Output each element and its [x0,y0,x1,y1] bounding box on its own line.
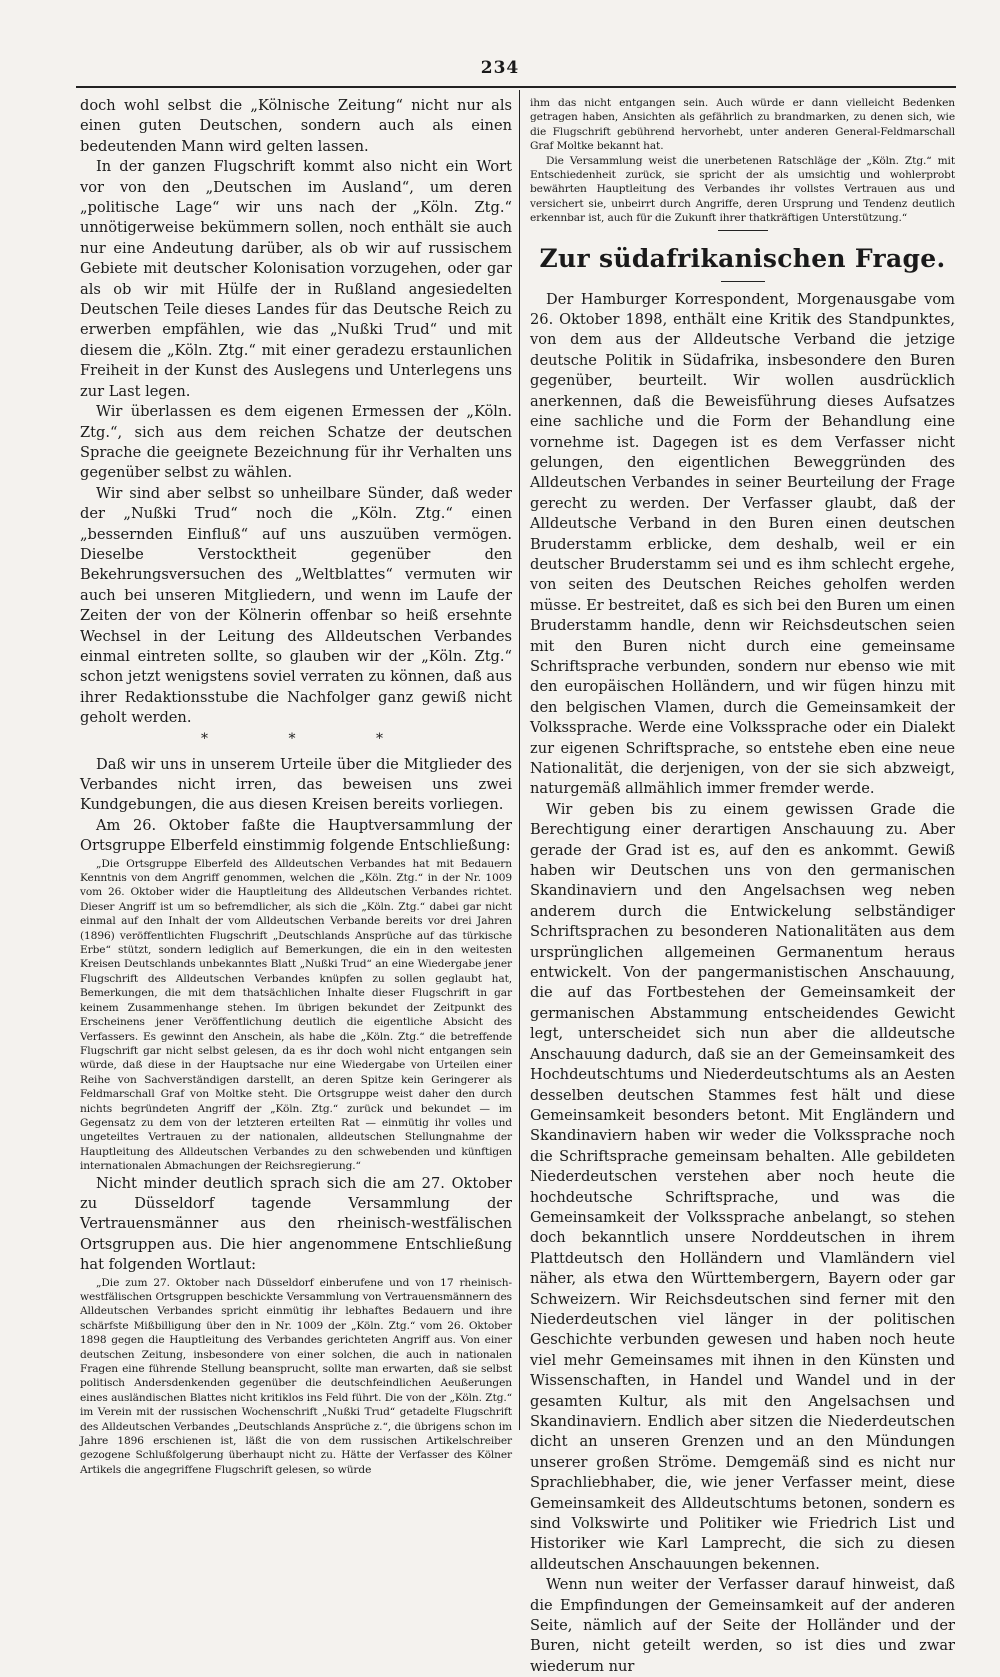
paragraph: Wir überlassen es dem eigenen Ermessen der „Köln. Ztg.“, sich aus dem reichen Schatze der deutschen Sprache die geeignete Bezeichnung für ihr Verhalten uns gegenüber selbst zu wählen. [80,403,512,482]
paragraph: Am 26. Oktober faßte die Hauptversammlung der Ortsgruppe Elberfeld einstimmig folgende Entschließung: [80,816,512,855]
paragraph: doch wohl selbst die „Kölnische Zeitung“ nicht nur als einen guten Deutschen, sondern auch als einen bedeutenden Mann wird gelten lassen. [80,97,512,155]
column-divider [519,90,520,1430]
paragraph: Nicht minder deutlich sprach sich die am 27. Oktober zu Düsseldorf tagende Versammlung der Vertrauensmänner aus den rheinisch-westfälischen Ortsgruppen aus. Die hier angenommene Entschließung hat folgenden Wortlaut: [80,1174,512,1274]
quoted-resolution: „Die Ortsgruppe Elberfeld des Alldeutschen Verbandes hat mit Bedauern Kenntnis von dem Angriff genommen, welchen die „Köln. Ztg.“ in der Nr. 1009 vom 26. Oktober wider die Hauptleitung des Alldeutschen Verbandes richtet. Dieser Angriff ist um so befremdlicher, als sich die „Köln. Ztg.“ dabei gar nicht einmal auf den Inhalt der vom Alldeutschen Verbande bereits vor drei Jahren (1896) veröffentlichten Flugschrift „Deutschlands Ansprüche auf das türkische Erbe“ stützt, sondern lediglich auf Bemerkungen, die ein in den weitesten Kreisen Deutschlands unbekanntes Blatt „Nußki Trud“ an eine Wiedergabe jener Flugschrift des Alldeutschen Verbandes knüpfen zu sollen geglaubt hat, Bemerkungen, die mit dem thatsächlichen Inhalte dieser Flugschrift in gar keinem Zusammenhange stehen. Im übrigen bekundet der Zeitpunkt des Erscheinens jener Veröffentlichung deutlich die eigentliche Absicht des Verfassers. Es gewinnt den Anschein, als habe die „Köln. Ztg.“ die betreffende Flugschrift gar nicht selbst gelesen, da es ihr doch wohl nicht entgangen sein würde, daß diese in der Hauptsache nur eine Wiedergabe von Urteilen einer Reihe von Sachverständigen darstellt, an deren Spitze kein Geringerer als Feldmarschall Graf von Moltke steht. Die Ortsgruppe weist daher den durch nichts begründeten Angriff der „Köln. Ztg.“ zurück und bekundet — im Gegensatz zu dem von der letzteren erteilten Rat — einmütig ihr volles und ungeteiltes Vertrauen zu der nationalen, alldeutschen Stellungnahme der Hauptleitung des Alldeutschen Verbandes zu den schwebenden und künftigen internationalen Abmachungen der Reichsregierung.“ [80,857,512,1173]
separator-rule [721,281,765,282]
right-column [530,96,955,1675]
paragraph: Daß wir uns in unserem Urteile über die Mitglieder des Verbandes nicht irren, das beweisen uns zwei Kundgebungen, die aus diesen Kreisen bereits vorliegen. [80,755,512,814]
header-rule [76,86,956,88]
separator-rule [718,230,768,231]
quoted-resolution: „Die zum 27. Oktober nach Düsseldorf einberufene und von 17 rheinisch-westfälischen Ortsgruppen beschickte Versammlung von Vertrauensmännern des Alldeutschen Verbandes spricht einmütig ihr lebhaftes Bedauern und ihre schärfste Mißbilligung über den in Nr. 1009 der „Köln. Ztg.“ vom 26. Oktober 1898 gegen die Hauptleitung des Verbandes gerichteten Angriff aus. Von einer deutschen Zeitung, insbesondere von einer solchen, die auch in nationalen Fragen eine führende Stellung beansprucht, sollte man erwarten, daß sie selbst politisch Andersdenkenden gegenüber die deutschfeindlichen Aeußerungen eines ausländischen Blattes nicht kritiklos ins Feld führt. Die von der „Köln. Ztg.“ im Verein mit der russischen Wochenschrift „Nußki Trud“ getadelte Flugschrift des Alldeutschen Verbandes „Deutschlands Ansprüche z.“, die übrigens schon im Jahre 1896 erschienen ist, läßt die von dem russischen Artikelschreiber gezogene Schlußfolgerung überhaupt nicht zu. Hätte der Verfasser des Kölner Artikels die angegriffene Flugschrift gelesen, so würde [80,1276,512,1476]
paragraph: Der Hamburger Korrespondent, Morgenausgabe vom 26. Oktober 1898, enthält eine Kritik des Standpunktes, von dem aus der Alldeutsche Verband die jetzige deutsche Politik in Südafrika, insbesondere den Buren gegenüber, beurteilt. Wir wollen ausdrücklich anerkennen, daß die Beweisführung dieses Aufsatzes eine sachliche und die Form der Behandlung eine vornehme ist. Dagegen ist es dem Verfasser nicht gelungen, den eigentlichen Beweggründen des Alldeutschen Verbandes in seiner Beurteilung der Frage gerecht zu werden. Der Verfasser glaubt, daß der Alldeutsche Verband in den Buren einen deutschen Bruderstamm erblicke, dem deshalb, weil er ein deutscher Bruderstamm sei und es ihm schlecht ergehe, von seiten des Deutschen Reiches geholfen werden müsse. Er bestreitet, daß es sich bei den Buren um einen Bruderstamm handle, denn wir Reichsdeutschen seien mit den Buren nicht durch eine gemeinsame Schriftsprache verbunden, sondern nur ebenso wie mit den europäischen Holländern, und wir fügen hinzu mit den belgischen Vlamen, durch die Gemeinsamkeit der Volkssprache. Werde eine Volkssprache oder ein Dialekt zur eigenen Schriftsprache, so entstehe eben eine neue Nationalität, die derjenigen, von der sie sich abzweigt, naturgemäß allmählich immer fremder werde. [530,290,955,798]
article-heading: Zur südafrikanischen Frage. [539,243,946,273]
quoted-resolution-continued: ihm das nicht entgangen sein. Auch würde er dann vielleicht Bedenken getragen haben, Ansichten als gefährlich zu brandmarken, zu denen sich, wie die Flugschrift gebührend hervorhebt, unter anderen General-Feldmarschall Graf Moltke bekannt hat. [530,97,955,153]
paragraph: In der ganzen Flugschrift kommt also nicht ein Wort vor von den „Deutschen im Ausland“, um deren „politische Lage“ wir uns nach der „Köln. Ztg.“ unnötigerweise bekümmern sollen, noch enthält sie auch nur eine Andeutung darüber, als ob wir auf russischem Gebiete mit deutscher Kolonisation vorzugehen, oder gar als ob wir mit Hülfe der in Rußland angesiedelten Deutschen Teile dieses Landes für das Deutsche Reich zu erwerben empfählen, wie das „Nußki Trud“ und mit diesem die „Köln. Ztg.“ mit einer geradezu erstaunlichen Freiheit in der Kunst des Auslegens und Unterlegens uns zur Last legen. [80,158,512,400]
page-number: 234 [480,58,520,78]
section-separator: * * * [201,730,421,747]
left-column [80,96,512,1476]
quoted-resolution: Die Versammlung weist die unerbetenen Ratschläge der „Köln. Ztg.“ mit Entschiedenheit zurück, sie spricht der als umsichtig und wohlerprobt bewährten Hauptleitung des Verbandes ihr vollstes Vertrauen aus und versichert sie, unbeirrt durch Angriffe, deren Ursprung und Tendenz deutlich erkennbar ist, auch für die Zukunft ihrer thatkräftigen Unterstützung.“ [530,154,955,225]
paragraph: Wir geben bis zu einem gewissen Grade die Berechtigung einer derartigen Anschauung zu. Aber gerade der Grad ist es, auf den es ankommt. Gewiß haben wir Deutschen uns von den germanischen Skandinaviern und den Angelsachsen weg neben anderem durch die Entwickelung selbständiger Schriftsprachen zu besonderen Nationalitäten aus dem ursprünglichen allgemeinen Germanentum heraus entwickelt. Von der pangermanistischen Anschauung, die auf das Fortbestehen der Gemeinsamkeit der germanischen Abstammung entscheidendes Gewicht legt, unterscheidet sich nun aber die alldeutsche Anschauung dadurch, daß sie an der Gemeinsamkeit des Hochdeutschtums und Niederdeutschtums als an Aesten desselben deutschen Stammes fest hält und diese Gemeinsamkeit besonders betont. Mit Engländern und Skandinaviern haben wir weder die Volkssprache noch die Schriftsprache gemeinsam behalten. Alle gebildeten Niederdeutschen verstehen aber noch heute die hochdeutsche Schriftsprache, und was die Gemeinsamkeit der Volkssprache anbelangt, so stehen doch bekanntlich unsere Norddeutschen in ihrem Plattdeutsch den Holländern und Vlamländern viel näher, als etwa den Württembergern, Bayern oder gar Schweizern. Wir Reichsdeutschen sind ferner mit den Niederdeutschen viel länger in der politischen Geschichte verbunden gewesen und haben noch heute viel mehr Gemeinsames mit ihnen in den Künsten und Wissenschaften, in Handel und Wandel und in der gesamten Kultur, als mit den Angelsachsen und Skandinaviern. Endlich aber sitzen die Niederdeutschen dicht an unseren Grenzen und an den Mündungen unserer großen Ströme. Demgemäß sind es nicht nur Sprachliebhaber, die, wie jener Verfasser meint, diese Gemeinsamkeit des Alldeutschtums betonen, sondern es sind Volkswirte und Politiker wie Friedrich List und Historiker wie Karl Lamprecht, die sich zu diesen alldeutschen Anschauungen bekennen. [530,800,955,1573]
paragraph: Wenn nun weiter der Verfasser darauf hinweist, daß die Empfindungen der Gemeinsamkeit auf der anderen Seite, nämlich auf der Seite der Holländer und der Buren, nicht geteilt werden, so ist dies und zwar wiederum nur [530,1576,955,1675]
paragraph: Wir sind aber selbst so unheilbare Sünder, daß weder der „Nußki Trud“ noch die „Köln. Ztg.“ einen „bessernden Einfluß“ auf uns auszuüben vermögen. Dieselbe Verstocktheit gegenüber den Bekehrungsversuchen des „Weltblattes“ vermuten wir auch bei unseren Mitgliedern, und wenn im Laufe der Zeiten der von der Kölnerin offenbar so heiß ersehnte Wechsel in der Leitung des Alldeutschen Verbandes einmal eintreten sollte, so glauben wir der „Köln. Ztg.“ schon jetzt wenigstens soviel verraten zu können, daß aus ihrer Redaktionsstube die Nachfolger ganz gewiß nicht geholt werden. [80,484,512,727]
